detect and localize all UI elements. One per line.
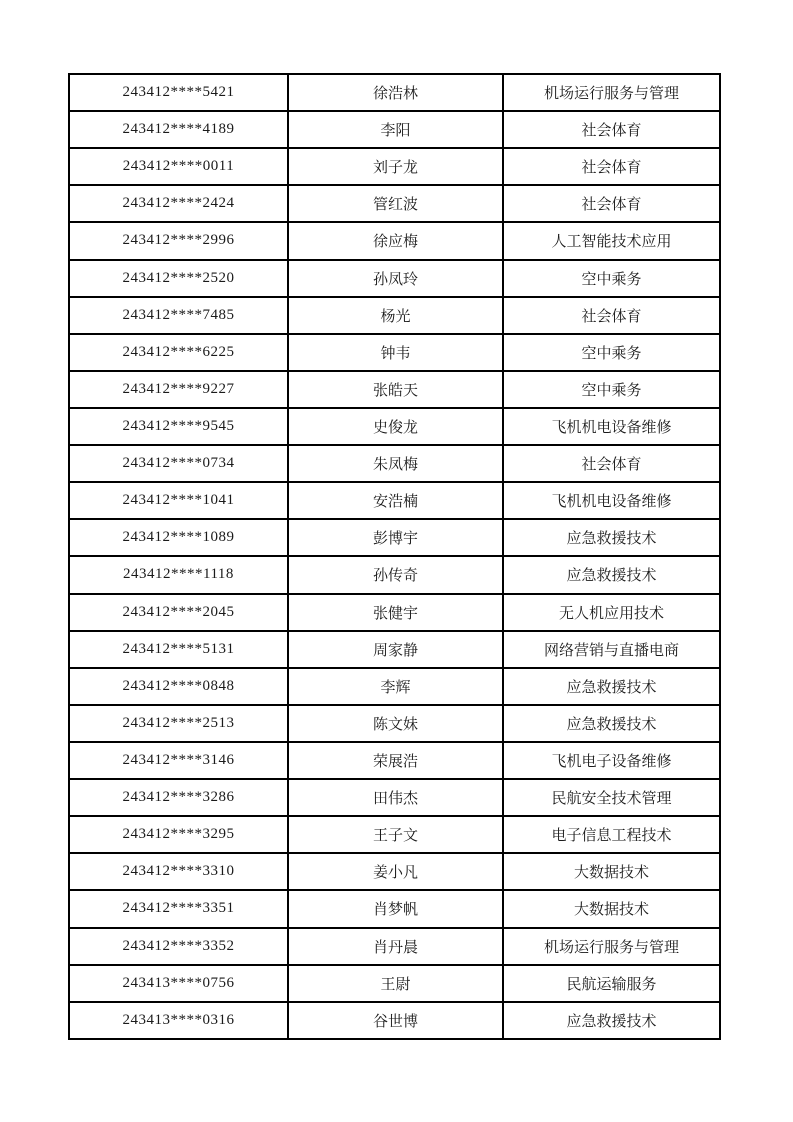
- exam-id-cell: 243413****0316: [69, 1002, 288, 1039]
- name-cell: 徐应梅: [288, 222, 503, 259]
- exam-id-cell: 243412****1041: [69, 482, 288, 519]
- major-cell: 机场运行服务与管理: [503, 74, 720, 111]
- name-cell: 刘子龙: [288, 148, 503, 185]
- name-cell: 谷世博: [288, 1002, 503, 1039]
- major-cell: 社会体育: [503, 297, 720, 334]
- name-cell: 彭博宇: [288, 519, 503, 556]
- name-cell: 李辉: [288, 668, 503, 705]
- major-cell: 机场运行服务与管理: [503, 928, 720, 965]
- table-row: [69, 1002, 720, 1039]
- name-cell: 孙传奇: [288, 556, 503, 593]
- major-cell: 应急救援技术: [503, 1002, 720, 1039]
- table-row: [69, 222, 720, 259]
- table-row: [69, 668, 720, 705]
- major-cell: 民航运输服务: [503, 965, 720, 1002]
- name-cell: 张健宇: [288, 594, 503, 631]
- name-cell: 张皓天: [288, 371, 503, 408]
- table-row: [69, 148, 720, 185]
- major-cell: 民航安全技术管理: [503, 779, 720, 816]
- table-row: [69, 816, 720, 853]
- table-row: [69, 297, 720, 334]
- major-cell: 社会体育: [503, 148, 720, 185]
- name-cell: 安浩楠: [288, 482, 503, 519]
- name-cell: 田伟杰: [288, 779, 503, 816]
- table-row: [69, 371, 720, 408]
- table-row: [69, 965, 720, 1002]
- name-cell: 陈文妹: [288, 705, 503, 742]
- table-row: [69, 742, 720, 779]
- table-row: [69, 556, 720, 593]
- exam-id-cell: 243412****3351: [69, 890, 288, 927]
- table-row: [69, 74, 720, 111]
- exam-id-cell: 243412****4189: [69, 111, 288, 148]
- table-row: [69, 779, 720, 816]
- major-cell: 无人机应用技术: [503, 594, 720, 631]
- exam-id-cell: 243412****2424: [69, 185, 288, 222]
- exam-id-cell: 243412****9227: [69, 371, 288, 408]
- name-cell: 荣展浩: [288, 742, 503, 779]
- name-cell: 孙凤玲: [288, 260, 503, 297]
- major-cell: 空中乘务: [503, 260, 720, 297]
- major-cell: 飞机机电设备维修: [503, 482, 720, 519]
- table-row: [69, 853, 720, 890]
- major-cell: 社会体育: [503, 445, 720, 482]
- table-row: [69, 260, 720, 297]
- name-cell: 钟韦: [288, 334, 503, 371]
- major-cell: 人工智能技术应用: [503, 222, 720, 259]
- name-cell: 杨光: [288, 297, 503, 334]
- exam-id-cell: 243412****1089: [69, 519, 288, 556]
- major-cell: 社会体育: [503, 185, 720, 222]
- roster-table-body: [69, 74, 720, 1039]
- name-cell: 王子文: [288, 816, 503, 853]
- table-row: [69, 890, 720, 927]
- exam-id-cell: 243412****3310: [69, 853, 288, 890]
- major-cell: 网络营销与直播电商: [503, 631, 720, 668]
- exam-id-cell: 243412****3352: [69, 928, 288, 965]
- major-cell: 飞机电子设备维修: [503, 742, 720, 779]
- major-cell: 空中乘务: [503, 334, 720, 371]
- exam-id-cell: 243412****2045: [69, 594, 288, 631]
- student-roster-table: [68, 73, 721, 1040]
- table-row: [69, 519, 720, 556]
- exam-id-cell: 243412****3295: [69, 816, 288, 853]
- exam-id-cell: 243412****3286: [69, 779, 288, 816]
- table-row: [69, 631, 720, 668]
- exam-id-cell: 243412****2996: [69, 222, 288, 259]
- major-cell: 电子信息工程技术: [503, 816, 720, 853]
- table-row: [69, 928, 720, 965]
- exam-id-cell: 243413****0756: [69, 965, 288, 1002]
- table-row: [69, 408, 720, 445]
- exam-id-cell: 243412****1118: [69, 556, 288, 593]
- major-cell: 大数据技术: [503, 890, 720, 927]
- table-row: [69, 334, 720, 371]
- exam-id-cell: 243412****3146: [69, 742, 288, 779]
- name-cell: 王尉: [288, 965, 503, 1002]
- major-cell: 应急救援技术: [503, 519, 720, 556]
- exam-id-cell: 243412****5131: [69, 631, 288, 668]
- table-row: [69, 185, 720, 222]
- exam-id-cell: 243412****0011: [69, 148, 288, 185]
- major-cell: 空中乘务: [503, 371, 720, 408]
- exam-id-cell: 243412****5421: [69, 74, 288, 111]
- exam-id-cell: 243412****0848: [69, 668, 288, 705]
- table-row: [69, 445, 720, 482]
- exam-id-cell: 243412****2513: [69, 705, 288, 742]
- table-row: [69, 594, 720, 631]
- table-row: [69, 705, 720, 742]
- name-cell: 肖梦帆: [288, 890, 503, 927]
- exam-id-cell: 243412****2520: [69, 260, 288, 297]
- exam-id-cell: 243412****9545: [69, 408, 288, 445]
- table-row: [69, 111, 720, 148]
- name-cell: 史俊龙: [288, 408, 503, 445]
- name-cell: 姜小凡: [288, 853, 503, 890]
- name-cell: 朱凤梅: [288, 445, 503, 482]
- major-cell: 飞机机电设备维修: [503, 408, 720, 445]
- name-cell: 李阳: [288, 111, 503, 148]
- major-cell: 应急救援技术: [503, 705, 720, 742]
- exam-id-cell: 243412****0734: [69, 445, 288, 482]
- name-cell: 肖丹晨: [288, 928, 503, 965]
- major-cell: 大数据技术: [503, 853, 720, 890]
- table-row: [69, 482, 720, 519]
- exam-id-cell: 243412****6225: [69, 334, 288, 371]
- major-cell: 应急救援技术: [503, 668, 720, 705]
- name-cell: 徐浩林: [288, 74, 503, 111]
- name-cell: 周家静: [288, 631, 503, 668]
- major-cell: 社会体育: [503, 111, 720, 148]
- exam-id-cell: 243412****7485: [69, 297, 288, 334]
- major-cell: 应急救援技术: [503, 556, 720, 593]
- name-cell: 管红波: [288, 185, 503, 222]
